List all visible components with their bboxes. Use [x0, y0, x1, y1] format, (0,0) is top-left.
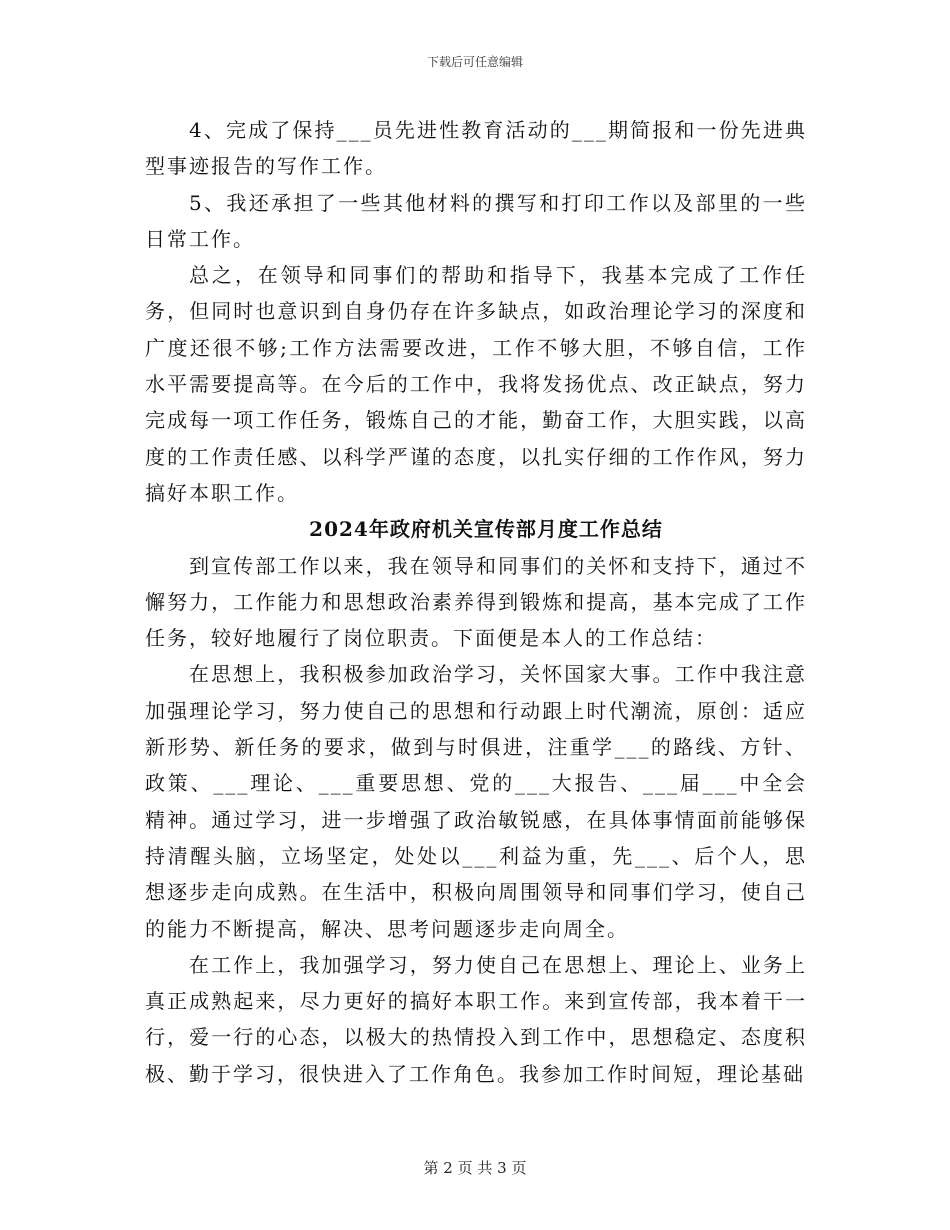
page-number: 第 2 页 共 3 页 — [423, 1159, 527, 1177]
paragraph-intro: 到宣传部工作以来，我在领导和同事们的关怀和支持下，通过不懈努力，工作能力和思想政治素养得到锻炼和提高，基本完成了工作任务，较好地履行了岗位职责。下面便是本人的工作总结： — [145, 553, 807, 651]
paragraph-summary: 总之，在领导和同事们的帮助和指导下，我基本完成了工作任务，但同时也意识到自身仍存在许多缺点，如政治理论学习的深度和广度还很不够;工作方法需要改进，工作不够大胆，不够自信，工作水平需要提高等。在今后的工作中，我将发扬优点、改正缺点，努力完成每一项工作任务，锻炼自己的才能，勤奋工作，大胆实践，以高度的工作责任感、以科学严谨的态度，以扎实仔细的工作作风，努力搞好本职工作。 — [145, 263, 807, 505]
document-title: 2024年政府机关宣传部月度工作总结 — [309, 517, 663, 542]
page-header-note: 下载后可任意编辑 — [426, 55, 523, 69]
paragraph-item-5: 5、我还承担了一些其他材料的撰写和打印工作以及部里的一些日常工作。 — [145, 190, 807, 251]
paragraph-thought: 在思想上，我积极参加政治学习，关怀国家大事。工作中我注意加强理论学习，努力使自己的思想和行动跟上时代潮流，原创：适应新形势、新任务的要求，做到与时俱进，注重学___的路线、方针、政策、___理论、___重要思想、党的___大报告、___届___中全会精神。通过学习，进一步增强了政治敏锐感，在具体事情面前能够保持清醒头脑，立场坚定，处处以___利益为重，先___、后个人，思想逐步走向成熟。在生活中，积极向周围领导和同事们学习，使自己的能力不断提高，解决、思考问题逐步走向周全。 — [145, 662, 807, 941]
document-body — [145, 112, 807, 1092]
paragraph-item-4: 4、完成了保持___员先进性教育活动的___期简报和一份先进典型事迹报告的写作工作。 — [145, 118, 807, 179]
paragraph-work: 在工作上，我加强学习，努力使自己在思想上、理论上、业务上真正成熟起来，尽力更好的搞好本职工作。来到宣传部，我本着干一行，爱一行的心态，以极大的热情投入到工作中，思想稳定、态度积极、勤于学习，很快进入了工作角色。我参加工作时间短，理论基础 — [145, 952, 807, 1086]
